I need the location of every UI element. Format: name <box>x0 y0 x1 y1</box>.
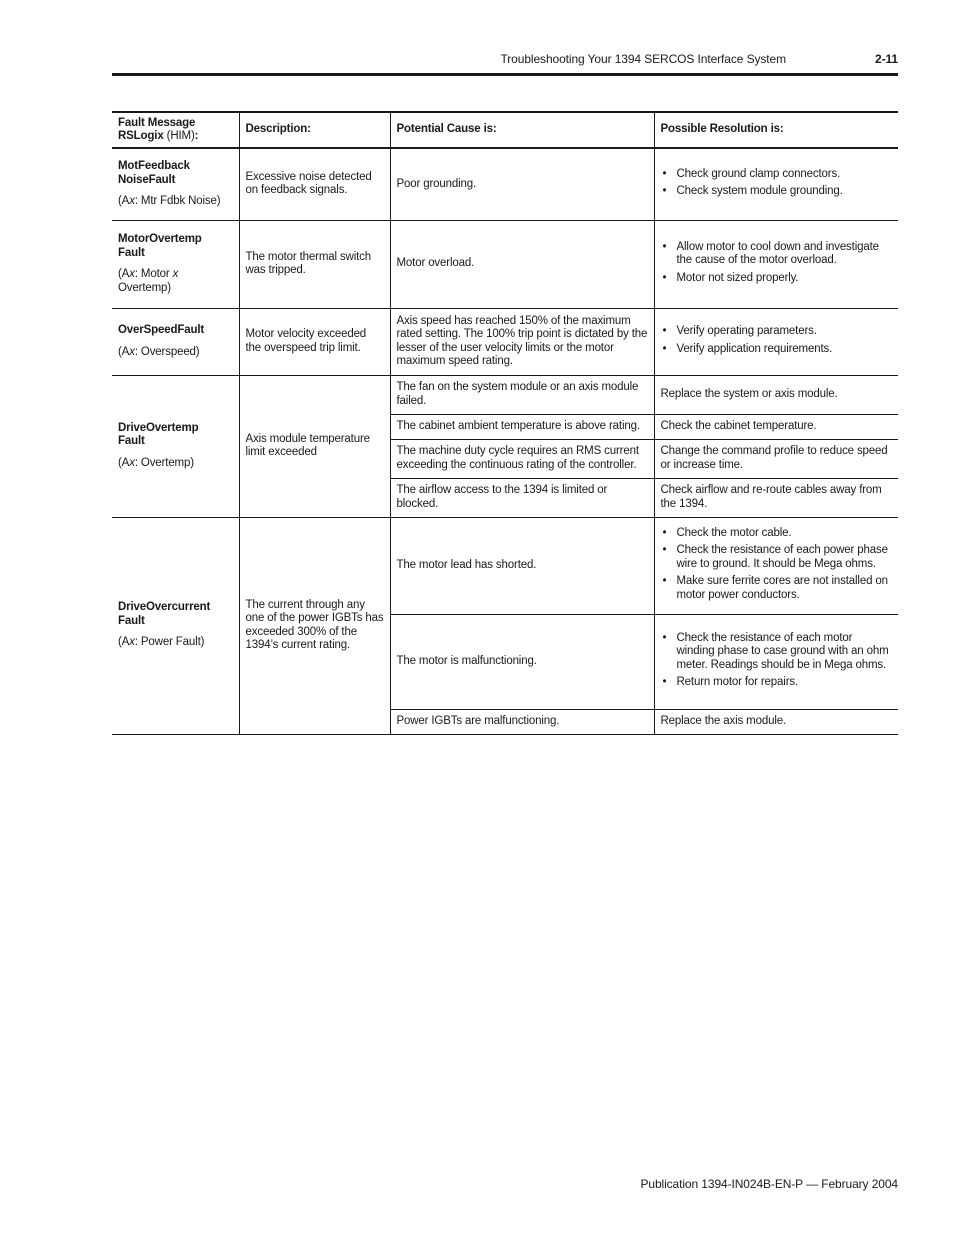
column-header-resolution: Possible Resolution is: <box>654 112 898 148</box>
resolution-text: Check the resistance of each motor winding phase to case ground with an ohm meter. Readings should be in Mega ohms. <box>676 631 889 671</box>
cause-cell: The fan on the system module or an axis module failed. <box>390 375 654 414</box>
column-header-cause: Potential Cause is: <box>390 112 654 148</box>
page-header <box>112 52 898 70</box>
fault-name: OverSpeedFault <box>118 324 205 336</box>
list-item <box>661 185 893 199</box>
list-item <box>661 575 893 602</box>
list-item <box>661 676 893 690</box>
cause-cell: The cabinet ambient temperature is above rating. <box>390 414 654 439</box>
resolution-cell: Check airflow and re-route cables away from the 1394. <box>654 478 898 517</box>
resolution-text: Verify application requirements. <box>676 342 833 355</box>
resolution-text: Verify operating parameters. <box>676 325 817 337</box>
fault-him-text <box>118 195 233 209</box>
header-rule <box>112 73 898 76</box>
resolution-cell <box>654 614 898 709</box>
table-row <box>112 375 898 414</box>
bullet-icon: • <box>662 167 667 180</box>
him-axis-var: x <box>129 456 135 469</box>
resolution-list <box>661 168 893 199</box>
table-header <box>112 112 898 148</box>
bullet-icon: • <box>662 325 667 337</box>
resolution-text: Make sure ferrite cores are not installed on motor power conductors. <box>676 575 888 601</box>
table-row <box>112 148 898 220</box>
page-footer: Publication 1394-IN024B-EN-P — February 2004 <box>640 1177 898 1191</box>
him-axis-var: x <box>129 268 135 280</box>
him-axis-var: x <box>129 195 135 207</box>
him-suffix: : Power Fault) <box>134 636 205 649</box>
fault-cell <box>112 220 239 308</box>
resolution-list <box>661 325 893 356</box>
him-prefix: (A <box>118 456 130 469</box>
list-item <box>661 343 893 357</box>
fault-cell <box>112 517 239 734</box>
table-row <box>112 220 898 308</box>
resolution-list <box>661 632 893 690</box>
fault-header-rslogix: RSLogix <box>118 130 164 142</box>
fault-table <box>112 111 898 735</box>
cause-cell: The airflow access to the 1394 is limited or blocked. <box>390 478 654 517</box>
resolution-text: Check ground clamp connectors. <box>676 167 841 180</box>
him-suffix: : Mtr Fdbk Noise) <box>134 195 221 207</box>
description-cell: The current through any one of the power IGBTs has exceeded 300% of the 1394’s current rating. <box>239 517 390 734</box>
bullet-icon: • <box>662 575 667 588</box>
cause-cell: The machine duty cycle requires an RMS current exceeding the continuous rating of the controller. <box>390 439 654 478</box>
fault-him-text <box>118 457 233 471</box>
table-body <box>112 148 898 734</box>
bullet-icon: • <box>662 526 667 539</box>
list-item <box>661 325 893 339</box>
resolution-list <box>661 527 893 603</box>
resolution-text: Check the resistance of each power phase wire to ground. It should be Mega ohms. <box>676 544 888 570</box>
resolution-cell <box>654 148 898 220</box>
bullet-icon: • <box>662 240 667 253</box>
him-suffix: : Motor <box>134 268 173 280</box>
header-row <box>112 112 898 148</box>
him-suffix: : Overtemp) <box>134 456 194 469</box>
fault-cell <box>112 308 239 375</box>
fault-name: MotFeedback NoiseFault <box>118 160 190 186</box>
him-prefix: (A <box>118 195 130 207</box>
resolution-text: Allow motor to cool down and investigate the cause of the motor overload. <box>676 240 879 267</box>
fault-him-text <box>118 268 233 295</box>
fault-name: DriveOvertemp Fault <box>118 421 199 448</box>
fault-cell <box>112 148 239 220</box>
resolution-cell <box>654 308 898 375</box>
him-suffix-2: Overtemp) <box>118 281 171 294</box>
him-axis-var: x <box>129 636 135 649</box>
description-cell: Motor velocity exceeded the overspeed trip limit. <box>239 308 390 375</box>
resolution-cell <box>654 517 898 614</box>
cause-cell: The motor lead has shorted. <box>390 517 654 614</box>
column-header-description: Description: <box>239 112 390 148</box>
resolution-cell: Replace the system or axis module. <box>654 375 898 414</box>
resolution-text: Check system module grounding. <box>676 185 843 198</box>
bullet-icon: • <box>662 631 667 644</box>
cause-cell: Axis speed has reached 150% of the maximum rated setting. The 100% trip point is dictated by the lesser of the user velocity limits or the motor maximum speed rating. <box>390 308 654 375</box>
table-row <box>112 308 898 375</box>
resolution-cell: Replace the axis module. <box>654 709 898 734</box>
list-item <box>661 272 893 286</box>
him-prefix: (A <box>118 636 130 649</box>
cause-cell: The motor is malfunctioning. <box>390 614 654 709</box>
resolution-cell: Check the cabinet temperature. <box>654 414 898 439</box>
resolution-list <box>661 241 893 286</box>
fault-header-line1: Fault Message <box>118 116 196 129</box>
him-suffix: : Overspeed) <box>134 345 200 358</box>
bullet-icon: • <box>662 676 667 688</box>
bullet-icon: • <box>662 544 667 557</box>
page-number: 2-11 <box>875 52 898 66</box>
fault-header-colon: : <box>194 130 199 142</box>
resolution-text: Check the motor cable. <box>676 526 792 539</box>
resolution-cell: Change the command profile to reduce speed or increase time. <box>654 439 898 478</box>
fault-him-text <box>118 346 233 360</box>
him-motor-var: x <box>172 268 179 280</box>
resolution-text: Return motor for repairs. <box>676 676 799 688</box>
list-item <box>661 632 893 673</box>
him-axis-var: x <box>129 345 135 358</box>
bullet-icon: • <box>662 342 667 355</box>
bullet-icon: • <box>662 185 667 198</box>
running-title: Troubleshooting Your 1394 SERCOS Interface System <box>500 52 786 66</box>
cause-cell: Poor grounding. <box>390 148 654 220</box>
fault-header-him: (HIM) <box>163 130 195 142</box>
description-cell: Excessive noise detected on feedback signals. <box>239 148 390 220</box>
description-cell: Axis module temperature limit exceeded <box>239 375 390 517</box>
list-item <box>661 168 893 182</box>
him-prefix: (A <box>118 345 130 358</box>
list-item <box>661 544 893 571</box>
bullet-icon: • <box>662 271 667 284</box>
list-item <box>661 241 893 268</box>
resolution-cell <box>654 220 898 308</box>
him-prefix: (A <box>118 268 130 280</box>
resolution-text: Motor not sized properly. <box>676 271 799 284</box>
fault-him-text <box>118 636 233 650</box>
column-header-fault <box>112 112 239 148</box>
cause-cell: Motor overload. <box>390 220 654 308</box>
list-item <box>661 527 893 541</box>
fault-name: MotorOvertemp Fault <box>118 233 202 259</box>
fault-cell <box>112 375 239 517</box>
table-row <box>112 517 898 614</box>
description-cell: The motor thermal switch was tripped. <box>239 220 390 308</box>
fault-name: DriveOvercurrent Fault <box>118 601 211 627</box>
cause-cell: Power IGBTs are malfunctioning. <box>390 709 654 734</box>
